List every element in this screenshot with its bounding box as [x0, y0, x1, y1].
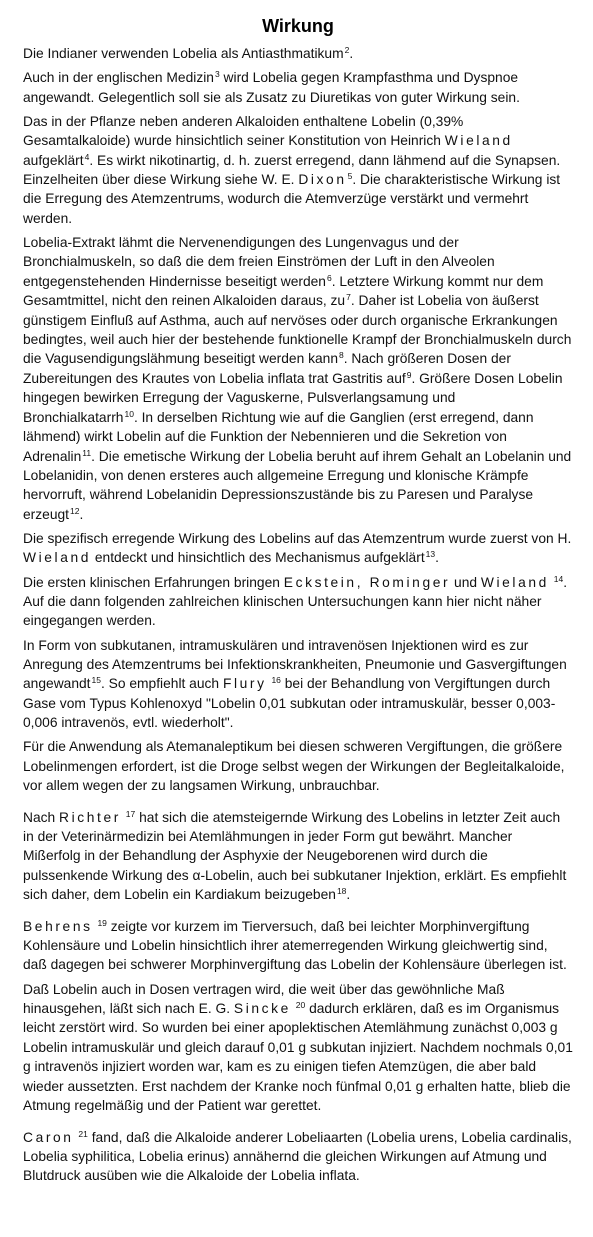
text-run: aufgeklärt [23, 152, 84, 168]
text-run [291, 1001, 295, 1016]
footnote-ref: 10 [124, 408, 134, 419]
author-name: Caron [23, 1129, 74, 1145]
text-run: Für die Anwendung als Atemanaleptikum bei diesen schweren Vergiftungen, die größere Lobelinmengen erfordert, ist die Droge selbst wegen der Wirkungen der Begleitalkaloide, vor allem wegen der zu langsamen Wirkung, unbrauchbar. [23, 739, 565, 794]
text-run: Die spezifisch erregende Wirkung des Lobelins auf das Atemzentrum wurde zuerst von H. [23, 530, 572, 546]
author-name: Wieland [480, 574, 549, 590]
footnote-ref: 19 [97, 917, 107, 928]
text-run: In Form von subkutanen, intramuskulären und intravenösen Injektionen wird es zur Anregung des Atemzentrums bei Infektionskrankheiten, Pneumonie und Gasvergiftungen angewandt [23, 637, 567, 692]
footnote-ref: 5 [347, 171, 353, 182]
text-run: . [349, 46, 354, 61]
text-run: . [435, 550, 439, 566]
footnote-ref: 18 [336, 886, 347, 897]
paragraph-8 [23, 737, 573, 795]
author-name: Dixon [298, 172, 347, 188]
text-run: und [450, 574, 481, 590]
text-run: . Daher ist Lobelia von äußerst günstigem Einfluß auf Asthma, auch auf nervöses oder durch organische Erkrankungen bedingtes, weil auch hier der bestehende funktionelle Krampf der Bronchialmuskeln durch die Vagusendigungslähmung beseitigt werden kann [23, 293, 572, 367]
footnote-ref: 6 [326, 272, 332, 283]
footnote-ref: 4 [84, 151, 90, 162]
author-name: Sincke [233, 1001, 291, 1017]
paragraph-9 [23, 808, 573, 905]
text-run: Auch in der englischen Medizin [23, 70, 214, 86]
text-run: . Es wirkt nikotinartig, d. h. zuerst erregend, dann lähmend auf die Synapsen. Einzelheiten über diese Wirkung siehe W. E. [23, 152, 561, 188]
text-run [549, 575, 553, 590]
text-run: bei der Behandlung von Vergiftungen durch Gase vom Typus Kohlenoxyd "Lobelin 0,01 subkutan oder intramuskulär, besser 0,003-0,006 intravenös, evtl. wiederholt". [23, 676, 556, 731]
author-name: Wieland [23, 550, 92, 566]
text-run: hat sich die atemsteigernde Wirkung des Lobelins in letzter Zeit auch in der Veterinärmedizin bei Atemlähmungen in jeder Form gut bewährt. Mancher Mißerfolg in der Behandlung der Asphyxie der Neugeborenen wird durch die pulssenkende Wirkung des α-Lobelin, auch bei subkutaner Injektion, erklärt. Es empfiehlt sich daher, dem Lobelin ein Kardiakum beizugeben [23, 809, 567, 903]
text-run [74, 1130, 78, 1145]
text-run: . [346, 887, 351, 903]
text-run [121, 810, 125, 825]
text-run: . Auf die dann folgenden zahlreichen klinischen Untersuchungen kann hier nicht näher eingegangen werden. [23, 574, 568, 629]
footnote-ref: 21 [78, 1128, 88, 1139]
footnote-ref: 14 [553, 573, 564, 584]
paragraph-3 [23, 112, 573, 228]
footnote-ref: 20 [295, 1000, 306, 1011]
footnote-ref: 11 [82, 447, 92, 458]
text-run: Daß Lobelin auch in Dosen vertragen wird, die weit über das gewöhnliche Maß hinausgehen, läßt sich nach E. G. [23, 981, 505, 1017]
page-title: Wirkung [262, 16, 334, 36]
text-run: Die ersten klinischen Erfahrungen bringen [23, 574, 284, 590]
footnote-ref: 9 [406, 369, 412, 380]
footnote-ref: 8 [339, 350, 344, 361]
footnote-ref: 13 [425, 549, 436, 560]
paragraph-5 [23, 529, 573, 568]
author-name: Flury [222, 676, 267, 692]
paragraph-4 [23, 233, 573, 524]
text-run: . Die charakteristische Wirkung ist die Erregung des Atemzentrums, wodurch die Atemverzüge verstärkt und vermehrt werden. [23, 172, 561, 226]
text-run: Die Indianer verwenden Lobelia als Antiasthmatikum [23, 46, 344, 61]
paragraph-1 [23, 44, 573, 63]
footnote-ref: 7 [346, 292, 351, 303]
text-run: wird Lobelia gegen Krampfasthma und Dyspnoe angewandt. Gelegentlich soll sie als Zusatz zu Diuretikas von guter Wirkung sein. [23, 70, 520, 105]
text-run [267, 676, 271, 691]
footnote-ref: 3 [214, 69, 220, 80]
text-run: Das in der Pflanze neben anderen Alkaloiden enthaltene Lobelin (0,39% Gesamtalkaloide) wurde hinsichtlich seiner Konstitution von Heinrich [23, 113, 464, 149]
paragraph-12 [23, 1128, 573, 1186]
paragraph-11 [23, 980, 573, 1116]
footnote-ref: 12 [70, 505, 80, 516]
footnote-ref: 15 [91, 675, 101, 686]
text-run [93, 919, 97, 934]
author-name: Wieland [444, 133, 513, 149]
footnote-ref: 17 [125, 808, 136, 819]
text-run: . Letztere Wirkung kommt nur dem Gesamtmittel, nicht den reinen Alkaloiden daraus, zu [23, 273, 544, 309]
footnote-ref: 16 [271, 675, 281, 686]
author-name: Behrens [23, 918, 93, 934]
paragraph-10 [23, 917, 573, 975]
text-run: . Nach größeren Dosen der Zubereitungen des Krautes von Lobelia inflata trat Gastritis auf [23, 351, 511, 386]
text-run: . In derselben Richtung wie auf die Ganglien (erst erregend, dann lähmend) wirkt Lobelin auf die Funktion der Nebennieren und die Sekretion von Adrenalin [23, 409, 534, 464]
text-run: . Die emetische Wirkung der Lobelia beruht auf ihrem Gehalt an Lobelanin und Lobelanidin, von denen ersteres auch allgemeine Erregung und klonische Krämpfe hervorruft, während Lobelanidin Depressionszustände bis zu Paresen und Paralyse erzeugt [23, 448, 572, 522]
author-name: Richter [59, 809, 121, 825]
author-name: Eckstein, Rominger [283, 574, 451, 590]
text-run: zeigte vor kurzem im Tierversuch, daß bei leichter Morphinvergiftung Kohlensäure und Lobelin hinsichtlich ihrer atemerregenden Wirkung gleichwertig sind, daß dagegen bei schwerer Morphinvergiftung das Lobelin der Kohlensäure überlegen ist. [23, 918, 567, 973]
text-run: dadurch erklären, daß es im Organismus leicht zerstört wird. So wurden bei einer apoplektischen Atemlähmung zunächst 0,003 g Lobelin intramuskulär und gleich darauf 0,01 g subkutan injiziert. Nachdem nochmals 0,01 g intravenös injiziert worden war, kam es zu einigen tiefen Atemzügen, die aber bald wieder aussetzten. Erst nachdem der Kranke noch fünfmal 0,01 g erhalten hatte, blieb die Atmung regelmäßig und der Patient war gerettet. [23, 1001, 573, 1114]
paragraph-6 [23, 573, 573, 631]
text-run: . [79, 506, 84, 522]
text-run: Nach [23, 809, 60, 825]
text-run: fand, daß die Alkaloide anderer Lobeliaarten (Lobelia urens, Lobelia cardinalis, Lobelia syphilitica, Lobelia erinus) annähernd die gleichen Wirkungen auf Atmung und Blutdruck ausüben wie die Alkaloide der Lobelia inflata. [23, 1129, 572, 1184]
text-run: entdeckt und hinsichtlich des Mechanismus aufgeklärt [91, 550, 425, 566]
footnote-ref: 2 [344, 45, 350, 55]
text-run: . So empfiehlt auch [100, 676, 223, 692]
text-run: . Größere Dosen Lobelin hingegen bewirken Erregung der Vaguskerne, Pulsverlangsamung und Bronchialkatarrh [23, 370, 563, 425]
text-run: Lobelia-Extrakt lähmt die Nervenendigungen des Lungenvagus und der Bronchialmuskeln, so daß die dem freien Einströmen der Luft in den Alveolen entgegenstehenden Hindernisse beseitigt werden [23, 235, 495, 289]
paragraph-2 [23, 68, 573, 107]
paragraph-7 [23, 636, 573, 733]
